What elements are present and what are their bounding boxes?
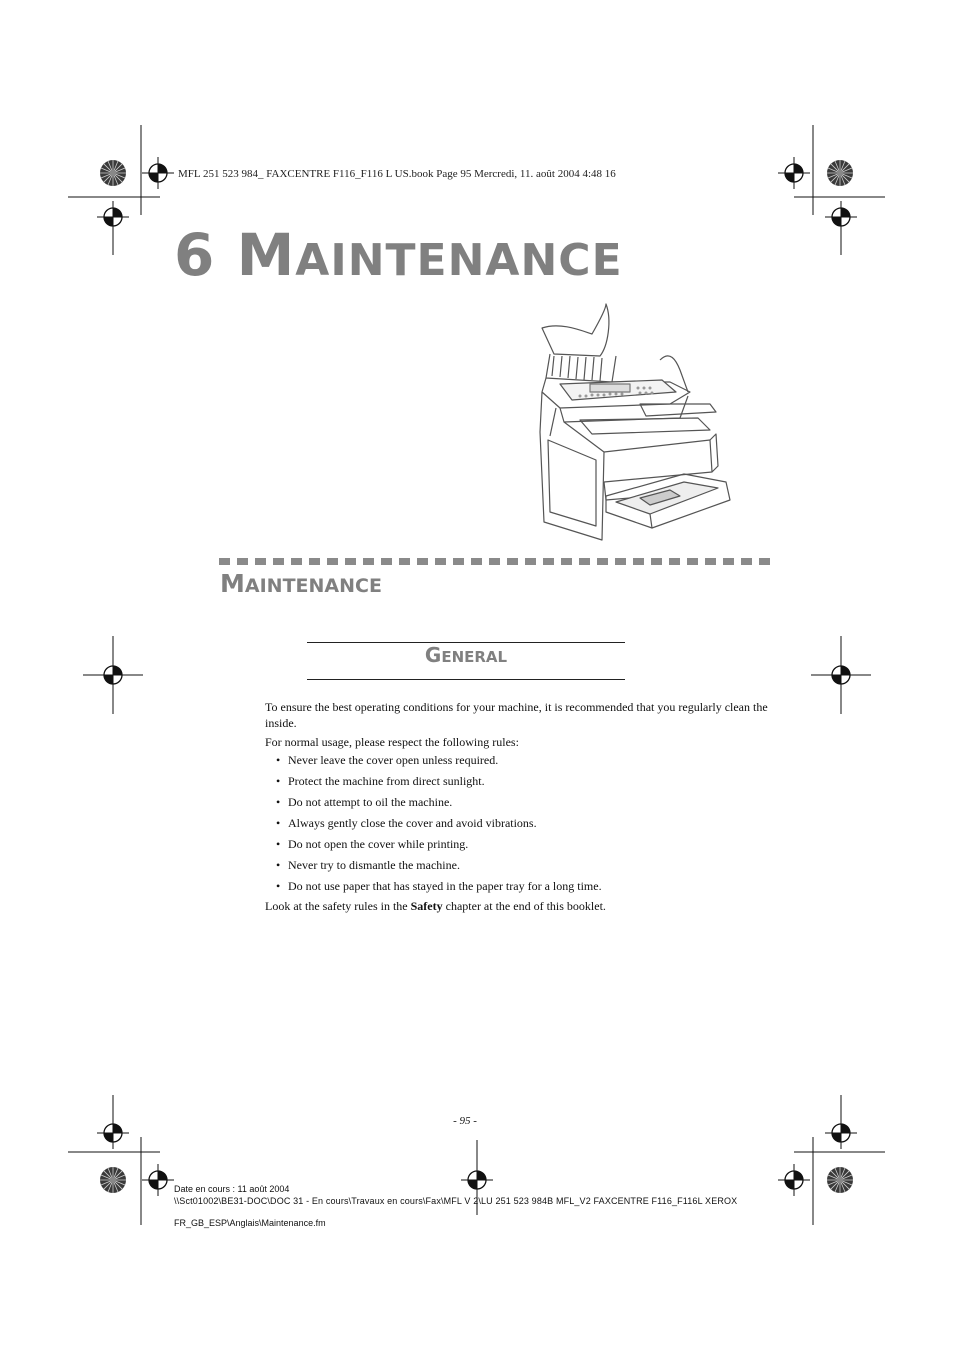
safety-chapter-reference: Safety: [410, 899, 443, 913]
list-item: [265, 794, 780, 810]
rule-text: Protect the machine from direct sunlight.: [288, 774, 485, 788]
subsection-bottom-rule: [307, 679, 625, 680]
bullet-icon: •: [276, 837, 281, 851]
section-title-initial: M: [220, 569, 245, 598]
closing-paragraph: [265, 898, 780, 914]
page-number: - 95 -: [453, 1115, 477, 1127]
section-title-rest: AINTENANCE: [244, 575, 382, 597]
footer: [174, 1183, 737, 1229]
bullet-icon: •: [276, 879, 281, 893]
dashed-separator: [219, 558, 775, 565]
section-title: [220, 570, 382, 598]
rule-text: Do not open the cover while printing.: [288, 837, 469, 851]
list-item: [265, 857, 780, 873]
rule-text: Do not use paper that has stayed in the paper tray for a long time.: [288, 879, 602, 893]
list-item: [265, 815, 780, 831]
rule-text: Do not attempt to oil the machine.: [288, 795, 453, 809]
list-item: [265, 773, 780, 789]
book-info-header: MFL 251 523 984_ FAXCENTRE F116_F116 L US.book Page 95 Mercredi, 11. août 2004 4:48 16: [178, 168, 616, 180]
bullet-icon: •: [276, 774, 281, 788]
bullet-icon: •: [276, 753, 281, 767]
subsection-top-rule: [307, 642, 625, 643]
list-item: [265, 752, 780, 768]
chapter-title-initial: M: [236, 221, 296, 289]
bullet-icon: •: [276, 858, 281, 872]
list-item: [265, 836, 780, 852]
chapter-title-rest: AINTENANCE: [295, 235, 623, 286]
rule-text: Always gently close the cover and avoid vibrations.: [288, 816, 537, 830]
rule-text: Never leave the cover open unless required.: [288, 753, 499, 767]
closing-text-before: Look at the safety rules in the: [265, 899, 411, 913]
list-item: [265, 878, 780, 894]
body-text: [265, 699, 780, 917]
subsection-title-initial: G: [424, 643, 442, 667]
bullet-icon: •: [276, 795, 281, 809]
rules-list: [265, 752, 780, 894]
footer-path: \\Sct01002\BE31-DOC\DOC 31 - En cours\Travaux en cours\Fax\MFL V 2\LU 251 523 984B MFL_V2 FAXCENTRE F116_F116L XEROX: [174, 1196, 738, 1206]
subsection-title: [307, 645, 625, 665]
chapter-title: [174, 221, 623, 289]
rules-lead: For normal usage, please respect the following rules:: [265, 735, 519, 749]
fax-machine-illustration: [520, 300, 760, 545]
chapter-number: 6: [174, 221, 216, 289]
intro-paragraph: To ensure the best operating conditions for your machine, it is recommended that you regularly clean the inside.: [265, 700, 768, 730]
subsection-title-rest: ENERAL: [441, 648, 508, 666]
footer-path-continued: FR_GB_ESP\Anglais\Maintenance.fm: [174, 1218, 326, 1228]
rule-text: Never try to dismantle the machine.: [288, 858, 460, 872]
footer-date: Date en cours : 11 août 2004: [174, 1184, 290, 1194]
closing-text-after: chapter at the end of this booklet.: [442, 899, 606, 913]
bullet-icon: •: [276, 816, 281, 830]
